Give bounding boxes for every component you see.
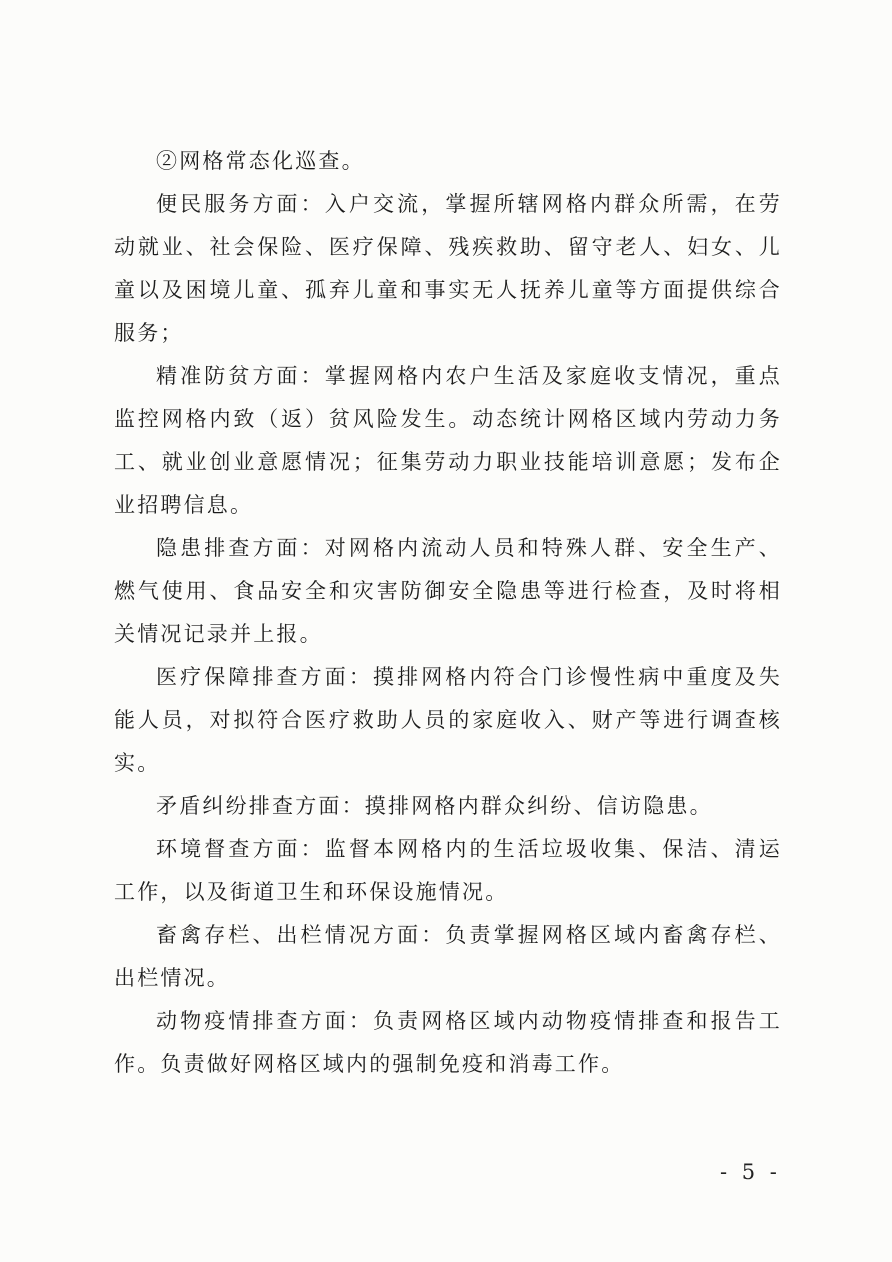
page-number: - 5 - (720, 1160, 781, 1184)
paragraph-livestock-status: 畜禽存栏、出栏情况方面：负责掌握网格区域内畜禽存栏、出栏情况。 (114, 923, 782, 990)
document-body (114, 140, 782, 1086)
paragraph-environment-supervision: 环境督查方面：监督本网格内的生活垃圾收集、保洁、清运工作，以及街道卫生和环保设施情况。 (114, 837, 782, 904)
paragraph-hazard-inspection: 隐患排查方面：对网格内流动人员和特殊人群、安全生产、燃气使用、食品安全和灾害防御安全隐患等进行检查，及时将相关情况记录并上报。 (114, 536, 782, 646)
paragraph-patrol-heading: ②网格常态化巡查。 (156, 149, 365, 173)
paragraph-poverty-prevention: 精准防贫方面：掌握网格内农户生活及家庭收支情况，重点监控网格内致（返）贫风险发生。动态统计网格区域内劳动力务工、就业创业意愿情况；征集劳动力职业技能培训意愿；发布企业招聘信息。 (114, 364, 782, 517)
paragraph-animal-epidemic: 动物疫情排查方面：负责网格区域内动物疫情排查和报告工作。负责做好网格区域内的强制免疫和消毒工作。 (114, 1009, 782, 1076)
paragraph-dispute-inspection: 矛盾纠纷排查方面：摸排网格内群众纠纷、信访隐患。 (156, 794, 713, 818)
paragraph-medical-security: 医疗保障排查方面：摸排网格内符合门诊慢性病中重度及失能人员，对拟符合医疗救助人员的家庭收入、财产等进行调查核实。 (114, 665, 782, 775)
paragraph-convenience-services: 便民服务方面：入户交流，掌握所辖网格内群众所需，在劳动就业、社会保险、医疗保障、残疾救助、留守老人、妇女、儿童以及困境儿童、孤弃儿童和事实无人抚养儿童等方面提供综合服务； (114, 192, 782, 345)
